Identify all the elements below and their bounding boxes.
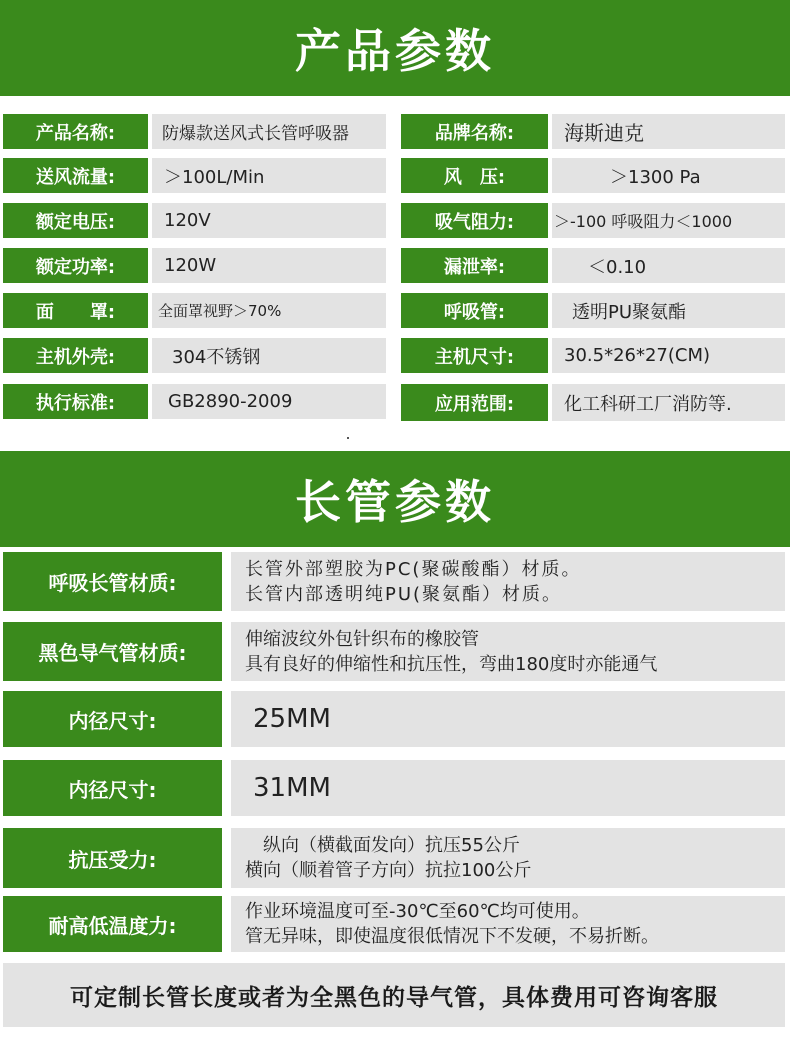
tube-value-inner-diameter-1 (231, 691, 785, 747)
spec-value-product-name: 防爆款送风式长管呼吸器 (152, 114, 386, 149)
tube-value-black-air-hose-material (231, 622, 785, 681)
tube-value-line: 长管内部透明纯PU(聚氨酯）材质。 (245, 583, 563, 605)
spec-value-pressure: ＞1300 Pa (552, 158, 785, 193)
tube-label-inner-diameter-1: 内径尺寸: (3, 691, 222, 747)
spec-label-airflow: 送风流量: (3, 158, 148, 193)
tube-value-temperature-tolerance (231, 896, 785, 952)
tube-value-line: 伸缩波纹外包针织布的橡胶管 (245, 628, 479, 650)
spec-label-pressure: 风 压: (401, 158, 548, 193)
spec-label-host-size: 主机尺寸: (401, 338, 548, 373)
stray-dot (347, 437, 349, 439)
tube-value-line: 长管外部塑胶为PC(聚碳酸酯）材质。 (245, 558, 582, 580)
spec-label-breathing-tube: 呼吸管: (401, 293, 548, 328)
tube-value-line: 管无异味，即使温度很低情况下不发硬，不易折断。 (245, 926, 659, 947)
spec-label-inhale-resistance: 吸气阻力: (401, 203, 548, 238)
spec-value-application: 化工科研工厂消防等. (552, 384, 785, 421)
tube-value-line: 具有良好的伸缩性和抗压性，弯曲180度时亦能通气 (245, 653, 658, 675)
tube-value-breathing-hose-material (231, 552, 785, 611)
spec-value-airflow: ＞100L/Min (152, 158, 386, 193)
spec-label-housing: 主机外壳: (3, 338, 148, 373)
spec-value-standard: GB2890-2009 (152, 384, 386, 419)
customization-note: 可定制长管长度或者为全黑色的导气管，具体费用可咨询客服 (3, 963, 785, 1027)
spec-value-leak-rate: ＜0.10 (552, 248, 785, 283)
spec-value-housing: 304不锈钢 (152, 338, 386, 373)
spec-value-inhale-resistance: ＞-100 呼吸阻力＜1000 (552, 203, 785, 238)
tube-value-line: 25MM (253, 703, 331, 734)
spec-label-power: 额定功率: (3, 248, 148, 283)
tube-label-breathing-hose-material: 呼吸长管材质: (3, 552, 222, 611)
tube-value-line: 横向（顺着管子方向）抗拉100公斤 (245, 860, 532, 881)
tube-label-temperature-tolerance: 耐高低温度力: (3, 896, 222, 952)
spec-value-breathing-tube: 透明PU聚氨酯 (552, 293, 785, 328)
spec-value-power: 120W (152, 248, 386, 283)
spec-label-leak-rate: 漏泄率: (401, 248, 548, 283)
tube-label-compression-tension: 抗压受力: (3, 828, 222, 888)
spec-label-brand: 品牌名称: (401, 114, 548, 149)
section-title-product-params: 产品参数 (0, 0, 790, 96)
spec-value-brand: 海斯迪克 (552, 114, 785, 149)
tube-label-black-air-hose-material: 黑色导气管材质: (3, 622, 222, 681)
spec-label-product-name: 产品名称: (3, 114, 148, 149)
tube-value-inner-diameter-2 (231, 760, 785, 816)
spec-label-voltage: 额定电压: (3, 203, 148, 238)
spec-value-mask: 全面罩视野＞70% (152, 293, 386, 328)
tube-value-line: 31MM (253, 772, 331, 803)
section-title-tube-params: 长管参数 (0, 451, 790, 547)
spec-label-mask: 面 罩: (3, 293, 148, 328)
spec-value-voltage: 120V (152, 203, 386, 238)
spec-label-standard: 执行标准: (3, 384, 148, 419)
spec-label-application: 应用范围: (401, 384, 548, 421)
tube-value-line: 作业环境温度可至-30℃至60℃均可使用。 (245, 901, 590, 922)
spec-value-host-size: 30.5*26*27(CM) (552, 338, 785, 373)
tube-value-compression-tension (231, 828, 785, 888)
tube-label-inner-diameter-2: 内径尺寸: (3, 760, 222, 816)
tube-value-line: 纵向（横截面发向）抗压55公斤 (263, 835, 520, 856)
